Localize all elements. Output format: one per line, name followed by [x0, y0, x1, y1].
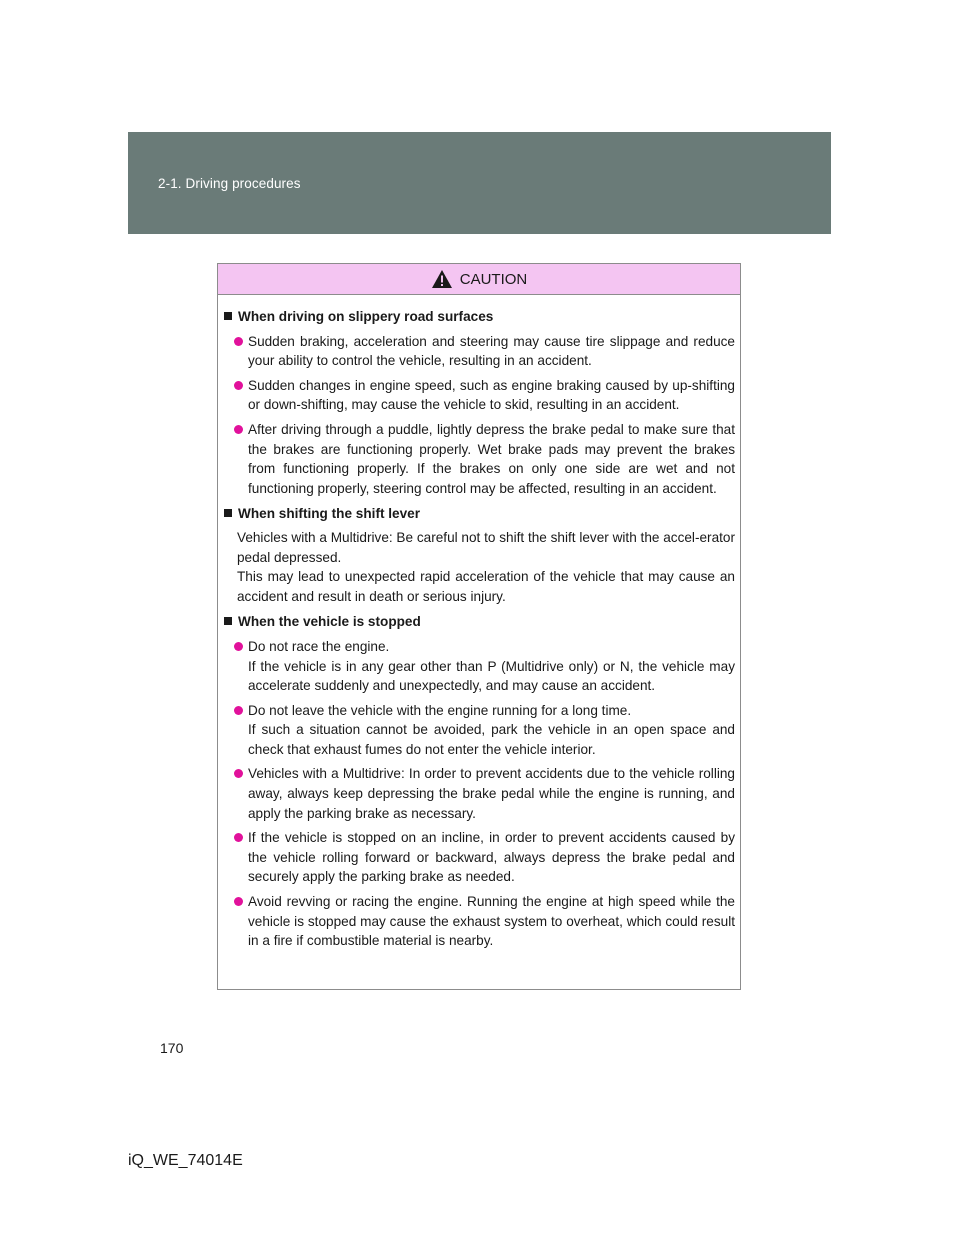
bullet-dot-icon: [234, 381, 243, 390]
bullet-item: Sudden changes in engine speed, such as engine braking caused by up-shifting or down-shifting, may cause the vehicle to skid, resulting in an accident.: [224, 376, 735, 415]
bullet-dot-icon: [234, 706, 243, 715]
bullet-item: Do not race the engine. If the vehicle is in any gear other than P (Multidrive only) or N, the vehicle may accelerate suddenly and unexpectedly, and may cause an accident.: [224, 637, 735, 696]
bullet-dot-icon: [234, 833, 243, 842]
caution-header: [218, 264, 740, 295]
caution-body: [218, 295, 740, 951]
bullet-item: After driving through a puddle, lightly depress the brake pedal to make sure that the brakes are functioning properly. Wet brake pads may prevent the brakes from functioning properly. If the brakes on only one side are wet and not functioning properly, steering control may be affected, resulting in an accident.: [224, 420, 735, 498]
section-heading: When shifting the shift lever: [224, 504, 735, 524]
warning-triangle-icon: [431, 269, 453, 289]
bullet-dot-icon: [234, 337, 243, 346]
bullet-dot-icon: [234, 425, 243, 434]
header-band: [128, 132, 831, 234]
section-heading: When the vehicle is stopped: [224, 612, 735, 632]
paragraph: Vehicles with a Multidrive: Be careful not to shift the shift lever with the accel-erator pedal depressed. This may lead to unexpected rapid acceleration of the vehicle that may cause an accident and result in death or serious injury.: [237, 529, 735, 604]
bullet-item: Sudden braking, acceleration and steering may cause tire slippage and reduce your ability to control the vehicle, resulting in an accident.: [224, 332, 735, 371]
bullet-item: Do not leave the vehicle with the engine running for a long time. If such a situation cannot be avoided, park the vehicle in an open space and check that exhaust fumes do not enter the vehicle interior.: [224, 701, 735, 760]
section-title: 2-1. Driving procedures: [158, 176, 301, 191]
bullet-dot-icon: [234, 642, 243, 651]
square-bullet-icon: [224, 617, 232, 625]
bullet-item: Vehicles with a Multidrive: In order to prevent accidents due to the vehicle rolling away, always keep depressing the brake pedal while the engine is running, and apply the parking brake as necessary.: [224, 764, 735, 823]
square-bullet-icon: [224, 312, 232, 320]
bullet-item: If the vehicle is stopped on an incline, in order to prevent accidents caused by the vehicle rolling forward or backward, always depress the brake pedal and securely apply the parking brake as needed.: [224, 828, 735, 887]
document-code: iQ_WE_74014E: [128, 1152, 243, 1169]
bullet-item: Avoid revving or racing the engine. Running the engine at high speed while the vehicle is stopped may cause the exhaust system to overheat, which could result in a fire if combustible material is nearby.: [224, 892, 735, 951]
bullet-dot-icon: [234, 897, 243, 906]
caution-title: CAUTION: [459, 270, 528, 288]
square-bullet-icon: [224, 509, 232, 517]
caution-box: [217, 263, 741, 990]
page-number: 170: [160, 1040, 184, 1056]
section-heading: When driving on slippery road surfaces: [224, 307, 735, 327]
bullet-dot-icon: [234, 769, 243, 778]
